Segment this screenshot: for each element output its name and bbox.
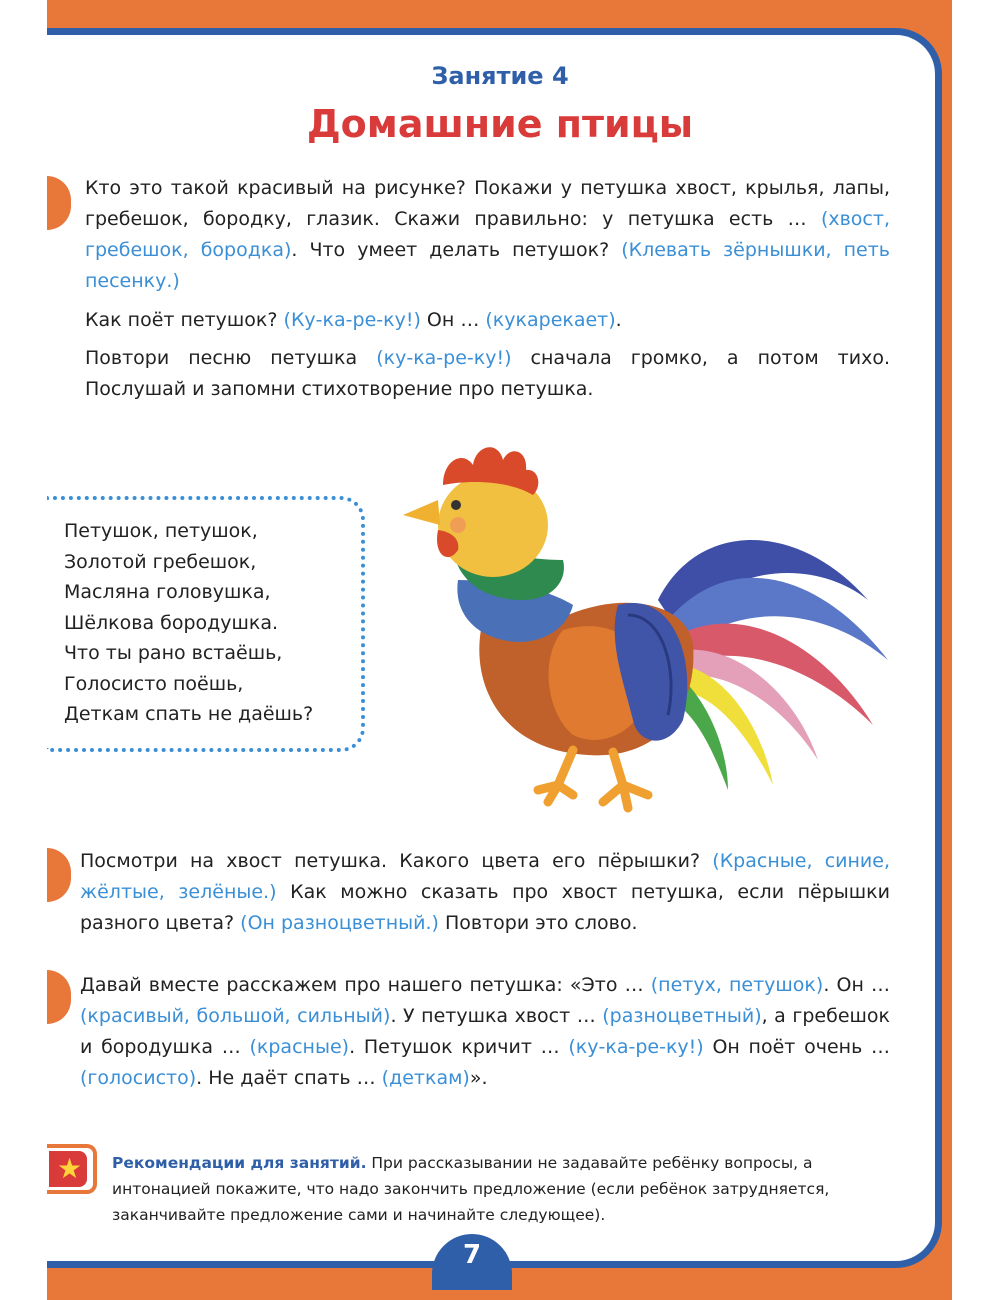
answer-hint: (голосисто): [80, 1067, 197, 1089]
section1-paragraph-2: Как поёт петушок? (Ку-ка-ре-ку!) Он … (кукарекает).: [85, 309, 622, 331]
poem-line: Голосисто поёшь,: [64, 672, 244, 695]
answer-hint: (Он разноцветный.): [240, 912, 439, 934]
poem-line: Петушок, петушок,: [64, 520, 258, 542]
answer-hint: (красивый, большой, сильный): [80, 1005, 391, 1027]
rooster-illustration: [398, 430, 898, 830]
answer-hint: (хвост, гребешок, бородка): [85, 208, 890, 261]
poem-line: Что ты рано встаёшь,: [64, 642, 283, 664]
poem-box: [47, 496, 365, 752]
answer-hint: (кукарекает): [485, 309, 616, 331]
answer-hint: (деткам): [381, 1067, 470, 1089]
section1-paragraph-1: Кто это такой красивый на рисунке? Покажи у петушка хвост, крылья, лапы, гребешок, бородку, глазик. Скажи правильно: у петушка есть … (хвост, гребешок, бородка). Что умеет делать петушок? (Клевать зёрнышки, петь песенку.): [85, 177, 890, 292]
recommendation-text: Рекомендации для занятий. При рассказывании не задавайте ребёнку вопросы, а интонацией покажите, что надо закончить предложение (если ребёнок затрудняется, заканчивайте предложение сами и начинайте следующее).: [112, 1154, 830, 1224]
poem-line: Деткам спать не даёшь?: [64, 703, 314, 725]
answer-hint: (Ку-ка-ре-ку!): [283, 309, 421, 331]
section2-paragraph: Посмотри на хвост петушка. Какого цвета его пёрышки? (Красные, синие, жёлтые, зелёные.) Как можно сказать про хвост петушка, если пёрышки разного цвета? (Он разноцветный.) Повтори это слово.: [80, 850, 891, 934]
page-title: Домашние птицы: [306, 102, 694, 146]
answer-hint: (ку-ка-ре-ку!): [376, 347, 512, 369]
answer-hint: (Красные, синие, жёлтые, зелёные.): [80, 850, 890, 903]
lesson-number: Занятие 4: [431, 62, 569, 90]
answer-hint: (разноцветный): [602, 1005, 762, 1027]
answer-hint: (красные): [249, 1036, 350, 1058]
answer-hint: (ку-ка-ре-ку!): [568, 1036, 704, 1058]
star-icon: ★: [57, 1152, 83, 1185]
poem-line: Шёлкова бородушка.: [64, 611, 279, 634]
section3-paragraph: Давай вместе расскажем про нашего петушка: «Это … (петух, петушок). Он … (красивый, большой, сильный). У петушка хвост … (разноцветный), а гребешок и бородушка … (красные). Петушок кричит … (ку-ка-ре-ку!) Он поёт очень … (голосисто). Не даёт спать … (деткам)».: [80, 974, 891, 1089]
poem-line: Золотой гребешок,: [64, 550, 257, 573]
answer-hint: (петух, петушок): [650, 974, 824, 996]
answer-hint: (Клевать зёрнышки, петь песенку.): [85, 239, 890, 292]
page-number: 7: [462, 1240, 482, 1270]
recommendation-badge: [47, 1144, 97, 1194]
recommendation-label: Рекомендации для занятий.: [112, 1154, 367, 1172]
section1-paragraph-3: Повтори песню петушка (ку-ка-ре-ку!) сначала громко, а потом тихо. Послушай и запомни стихотворение про петушка.: [85, 347, 891, 400]
poem-line: Масляна головушка,: [64, 581, 271, 603]
